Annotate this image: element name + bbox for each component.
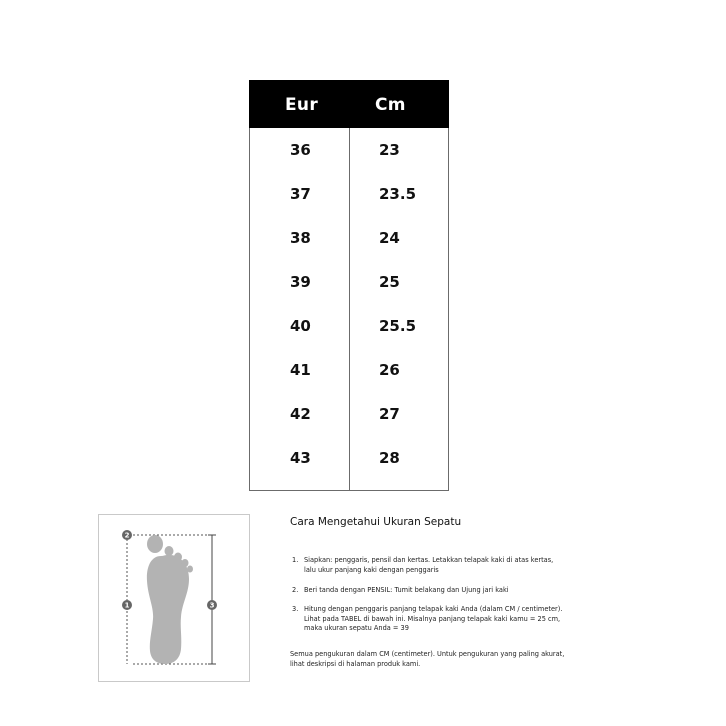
- eur-cell: 39: [290, 273, 311, 291]
- table-row: [250, 392, 448, 436]
- eur-cell: 37: [290, 185, 311, 203]
- footnote-line: lihat deskripsi di halaman produk kami.: [290, 659, 421, 668]
- table-row: [250, 172, 448, 216]
- cm-cell: 23.5: [379, 185, 417, 203]
- big-toe-icon: [147, 535, 163, 553]
- eur-cell: 38: [290, 229, 311, 247]
- step-line: Beri tanda dengan PENSIL: Tumit belakang dan Ujung jari kaki: [304, 586, 509, 594]
- eur-cell: 36: [290, 141, 311, 159]
- table-row: [250, 436, 448, 480]
- size-table: [249, 80, 449, 491]
- eur-cell: 41: [290, 361, 311, 379]
- svg-text:3: 3: [209, 601, 215, 610]
- foot-sole-icon: [147, 555, 189, 664]
- table-header: [249, 80, 449, 128]
- header-eur: Eur: [285, 95, 318, 115]
- table-row: [250, 260, 448, 304]
- step-number: 2.: [292, 586, 299, 594]
- cm-cell: 23: [379, 141, 400, 159]
- table-row: [250, 304, 448, 348]
- footnote: [290, 650, 590, 669]
- cm-cell: 27: [379, 405, 400, 423]
- eur-cell: 43: [290, 449, 311, 467]
- marker-2: [122, 530, 132, 540]
- table-row: [250, 128, 448, 172]
- table-row: [250, 216, 448, 260]
- table-row: [250, 348, 448, 392]
- cm-cell: 25: [379, 273, 400, 291]
- toe-icon: [174, 553, 182, 562]
- marker-1: [122, 600, 132, 610]
- step-line: Lihat pada TABEL di bawah ini. Misalnya panjang telapak kaki kamu = 25 cm,: [304, 614, 561, 623]
- toe-icon: [182, 559, 189, 567]
- cm-cell: 24: [379, 229, 400, 247]
- svg-text:2: 2: [124, 531, 130, 540]
- toe-icon: [165, 546, 174, 556]
- footnote-line: Semua pengukuran dalam CM (centimeter). Untuk pengukuran yang paling akurat,: [290, 650, 565, 658]
- step-line: lalu ukur panjang kaki dengan penggaris: [304, 565, 439, 574]
- svg-text:1: 1: [124, 601, 130, 610]
- cm-cell: 25.5: [379, 317, 417, 335]
- header-cm: Cm: [375, 95, 406, 115]
- cm-cell: 26: [379, 361, 400, 379]
- instructions-title: Cara Mengetahui Ukuran Sepatu: [290, 516, 462, 528]
- step-line: Siapkan: penggaris, pensil dan kertas. Letakkan telapak kaki di atas kertas,: [304, 556, 554, 564]
- eur-cell: 42: [290, 405, 311, 423]
- step-number: 1.: [292, 556, 299, 564]
- marker-3: [207, 600, 217, 610]
- toe-icon: [187, 566, 193, 573]
- table-body: [250, 128, 448, 490]
- cm-cell: 28: [379, 449, 400, 467]
- eur-cell: 40: [290, 317, 311, 335]
- step-line: Hitung dengan penggaris panjang telapak kaki Anda (dalam CM / centimeter).: [304, 605, 563, 613]
- step-number: 3.: [292, 605, 299, 613]
- step-line: maka ukuran sepatu Anda = 39: [304, 624, 409, 632]
- foot-diagram: [98, 514, 250, 682]
